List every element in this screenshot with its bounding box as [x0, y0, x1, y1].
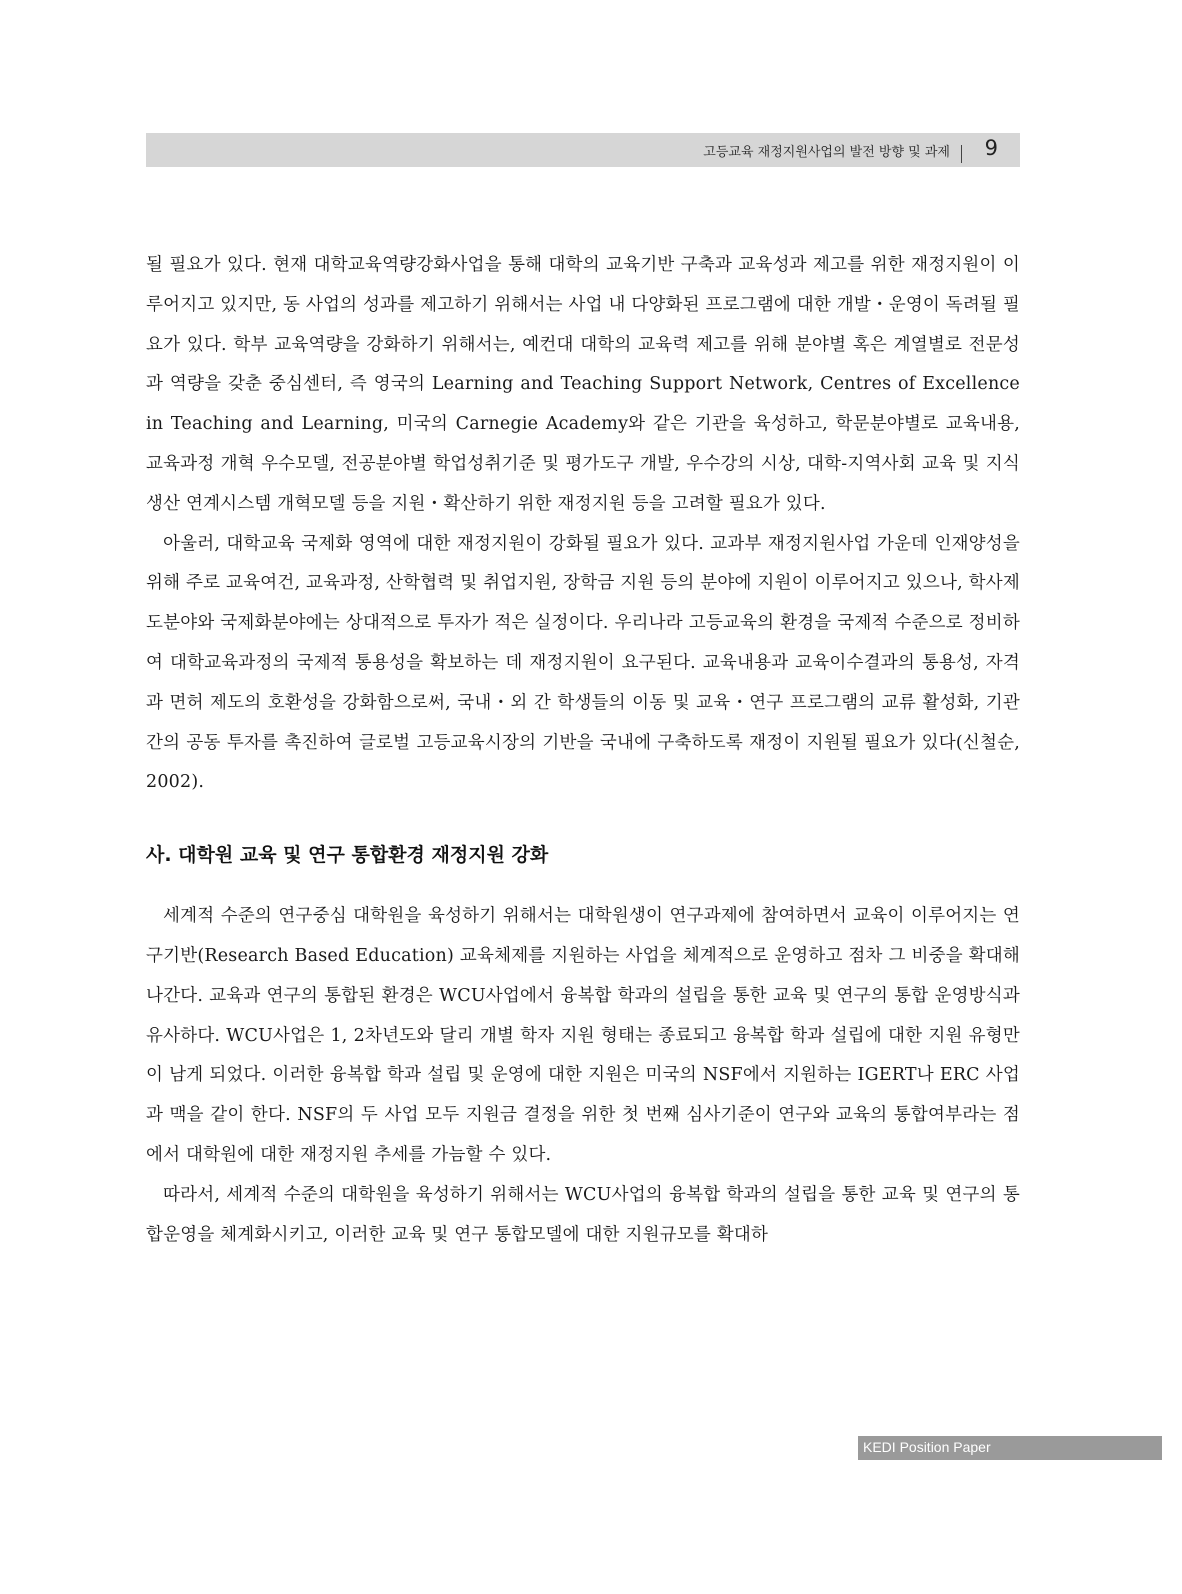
paragraph-internationalization: 아울러, 대학교육 국제화 영역에 대한 재정지원이 강화될 필요가 있다. 교과부 재정지원사업 가운데 인재양성을 위해 주로 교육여건, 교육과정, 산학협력 및 취업지원, 장학금 지원 등의 분야에 지원이 이루어지고 있으나, 학사제도분야와 국제화분야에는 상대적으로 투자가 적은 실정이다. 우리나라 고등교육의 환경을 국제적 수준으로 정비하여 대학교육과정의 국제적 통용성을 확보하는 데 재정지원이 요구된다. 교육내용과 교육이수결과의 통용성, 자격과 면허 제도의 호환성을 강화함으로써, 국내・외 간 학생들의 이동 및 교육・연구 프로그램의 교류 활성화, 기관 간의 공동 투자를 촉진하여 글로벌 고등교육시장의 기반을 국내에 구축하도록 재정이 지원될 필요가 있다(신철순, 2002).	[146, 533, 1020, 793]
paragraph-graduate-research: 세계적 수준의 연구중심 대학원을 육성하기 위해서는 대학원생이 연구과제에 참여하면서 교육이 이루어지는 연구기반(Research Based Education) 교육체제를 지원하는 사업을 체계적으로 운영하고 점차 그 비중을 확대해 나간다. 교육과 연구의 통합된 환경은 WCU사업에서 융복합 학과의 설립을 통한 교육 및 연구의 통합 운영방식과 유사하다. WCU사업은 1, 2차년도와 달리 개별 학자 지원 형태는 종료되고 융복합 학과 설립에 대한 지원 유형만이 남게 되었다. 이러한 융복합 학과 설립 및 운영에 대한 지원은 미국의 NSF에서 지원하는 IGERT나 ERC 사업과 맥을 같이 한다. NSF의 두 사업 모두 지원금 결정을 위한 첫 번째 심사기준이 연구와 교육의 통합여부라는 점에서 대학원에 대한 재정지원 추세를 가늠할 수 있다.	[146, 906, 1020, 1165]
running-header	[146, 133, 1020, 167]
footer-publication-label: KEDI Position Paper	[863, 1439, 991, 1455]
body-text	[146, 246, 1020, 1255]
page-number: 9	[984, 136, 998, 160]
footer-bar	[858, 1436, 1162, 1460]
header-divider	[961, 145, 962, 163]
section-heading: 사. 대학원 교육 및 연구 통합환경 재정지원 강화	[146, 844, 549, 867]
running-header-title: 고등교육 재정지원사업의 발전 방향 및 과제	[703, 145, 950, 160]
paragraph-continued: 될 필요가 있다. 현재 대학교육역량강화사업을 통해 대학의 교육기반 구축과 교육성과 제고를 위한 재정지원이 이루어지고 있지만, 동 사업의 성과를 제고하기 위해서는 사업 내 다양화된 프로그램에 대한 개발・운영이 독려될 필요가 있다. 학부 교육역량을 강화하기 위해서는, 예컨대 대학의 교육력 제고를 위해 분야별 혹은 계열별로 전문성과 역량을 갖춘 중심센터, 즉 영국의 Learning and Teaching Support Network, Centres of Excellence in Teaching and Learning, 미국의 Carnegie Academy와 같은 기관을 육성하고, 학문분야별로 교육내용, 교육과정 개혁 우수모델, 전공분야별 학업성취기준 및 평가도구 개발, 우수강의 시상, 대학-지역사회 교육 및 지식생산 연계시스템 개혁모델 등을 지원・확산하기 위한 재정지원 등을 고려할 필요가 있다.	[146, 255, 1020, 514]
paragraph-conclusion: 따라서, 세계적 수준의 대학원을 육성하기 위해서는 WCU사업의 융복합 학과의 설립을 통한 교육 및 연구의 통합운영을 체계화시키고, 이러한 교육 및 연구 통합모델에 대한 지원규모를 확대하	[146, 1184, 1020, 1245]
